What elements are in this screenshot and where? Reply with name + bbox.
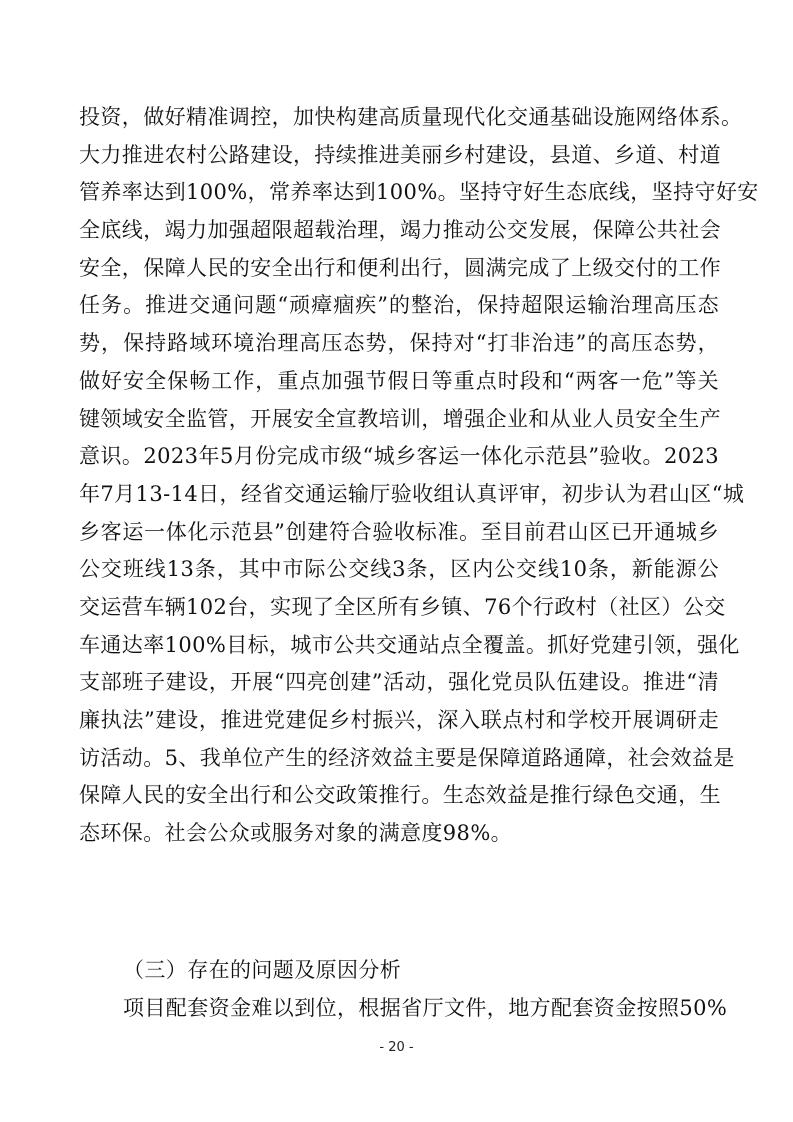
- paragraph-line: 访活动。5、我单位产生的经济效益主要是保障道路通障，社会效益是: [79, 745, 735, 770]
- paragraph-line: 任务。推进交通问题“顽瘴痼疾”的整治，保持超限运输治理高压态: [79, 293, 719, 318]
- page-number: - 20 -: [379, 1040, 414, 1055]
- paragraph-line: 保障人民的安全出行和公交政策推行。生态效益是推行绿色交通，生: [79, 783, 721, 808]
- paragraph-line: 安全，保障人民的安全出行和便利出行，圆满完成了上级交付的工作: [79, 255, 721, 280]
- paragraph-line: 意识。2023年5月份完成市级“城乡客运一体化示范县”验收。2023: [79, 444, 719, 469]
- body-paragraph: [79, 99, 759, 853]
- next-paragraph-line: 项目配套资金难以到位，根据省厅文件，地方配套资金按照50%: [123, 996, 728, 1020]
- paragraph-line: 支部班子建设，开展“四亮创建”活动，强化党员队伍建设。推进“清: [79, 670, 719, 695]
- paragraph-line: 大力推进农村公路建设，持续推进美丽乡村建设，县道、乡道、村道: [79, 142, 721, 167]
- paragraph-line: 乡客运一体化示范县”创建符合验收标准。至目前君山区已开通城乡: [79, 519, 719, 544]
- paragraph-line: 做好安全保畅工作，重点加强节假日等重点时段和“两客一危”等关: [79, 368, 719, 393]
- paragraph-line: 投资，做好精准调控，加快构建高质量现代化交通基础设施网络体系。: [79, 105, 743, 129]
- paragraph-line: 全底线，竭力加强超限超载治理，竭力推动公交发展，保障公共社会: [79, 218, 721, 243]
- paragraph-line: 公交班线13条，其中市际公交线3条，区内公交线10条，新能源公: [79, 557, 719, 582]
- section-heading: （三）存在的问题及原因分析: [123, 958, 402, 982]
- paragraph-line: 年7月13-14日，经省交通运输厅验收组认真评审，初步认为君山区“城: [79, 481, 745, 506]
- paragraph-line: 态环保。社会公众或服务对象的满意度98%。: [79, 821, 513, 846]
- paragraph-line: 键领域安全监管，开展安全宣教培训，增强企业和从业人员安全生产: [79, 406, 721, 431]
- paragraph-line: 廉执法”建设，推进党建促乡村振兴，深入联点村和学校开展调研走: [79, 708, 719, 732]
- paragraph-line: 车通达率100%目标，城市公共交通站点全覆盖。抓好党建引领，强化: [79, 632, 740, 657]
- paragraph-line: 交运营车辆102台，实现了全区所有乡镇、76个行政村（社区）公交: [79, 594, 726, 619]
- paragraph-line: 管养率达到100%，常养率达到100%。坚持守好生态底线，坚持守好安: [79, 180, 759, 205]
- paragraph-line: 势，保持路域环境治理高压态势，保持对“打非治违”的高压态势，: [79, 331, 719, 356]
